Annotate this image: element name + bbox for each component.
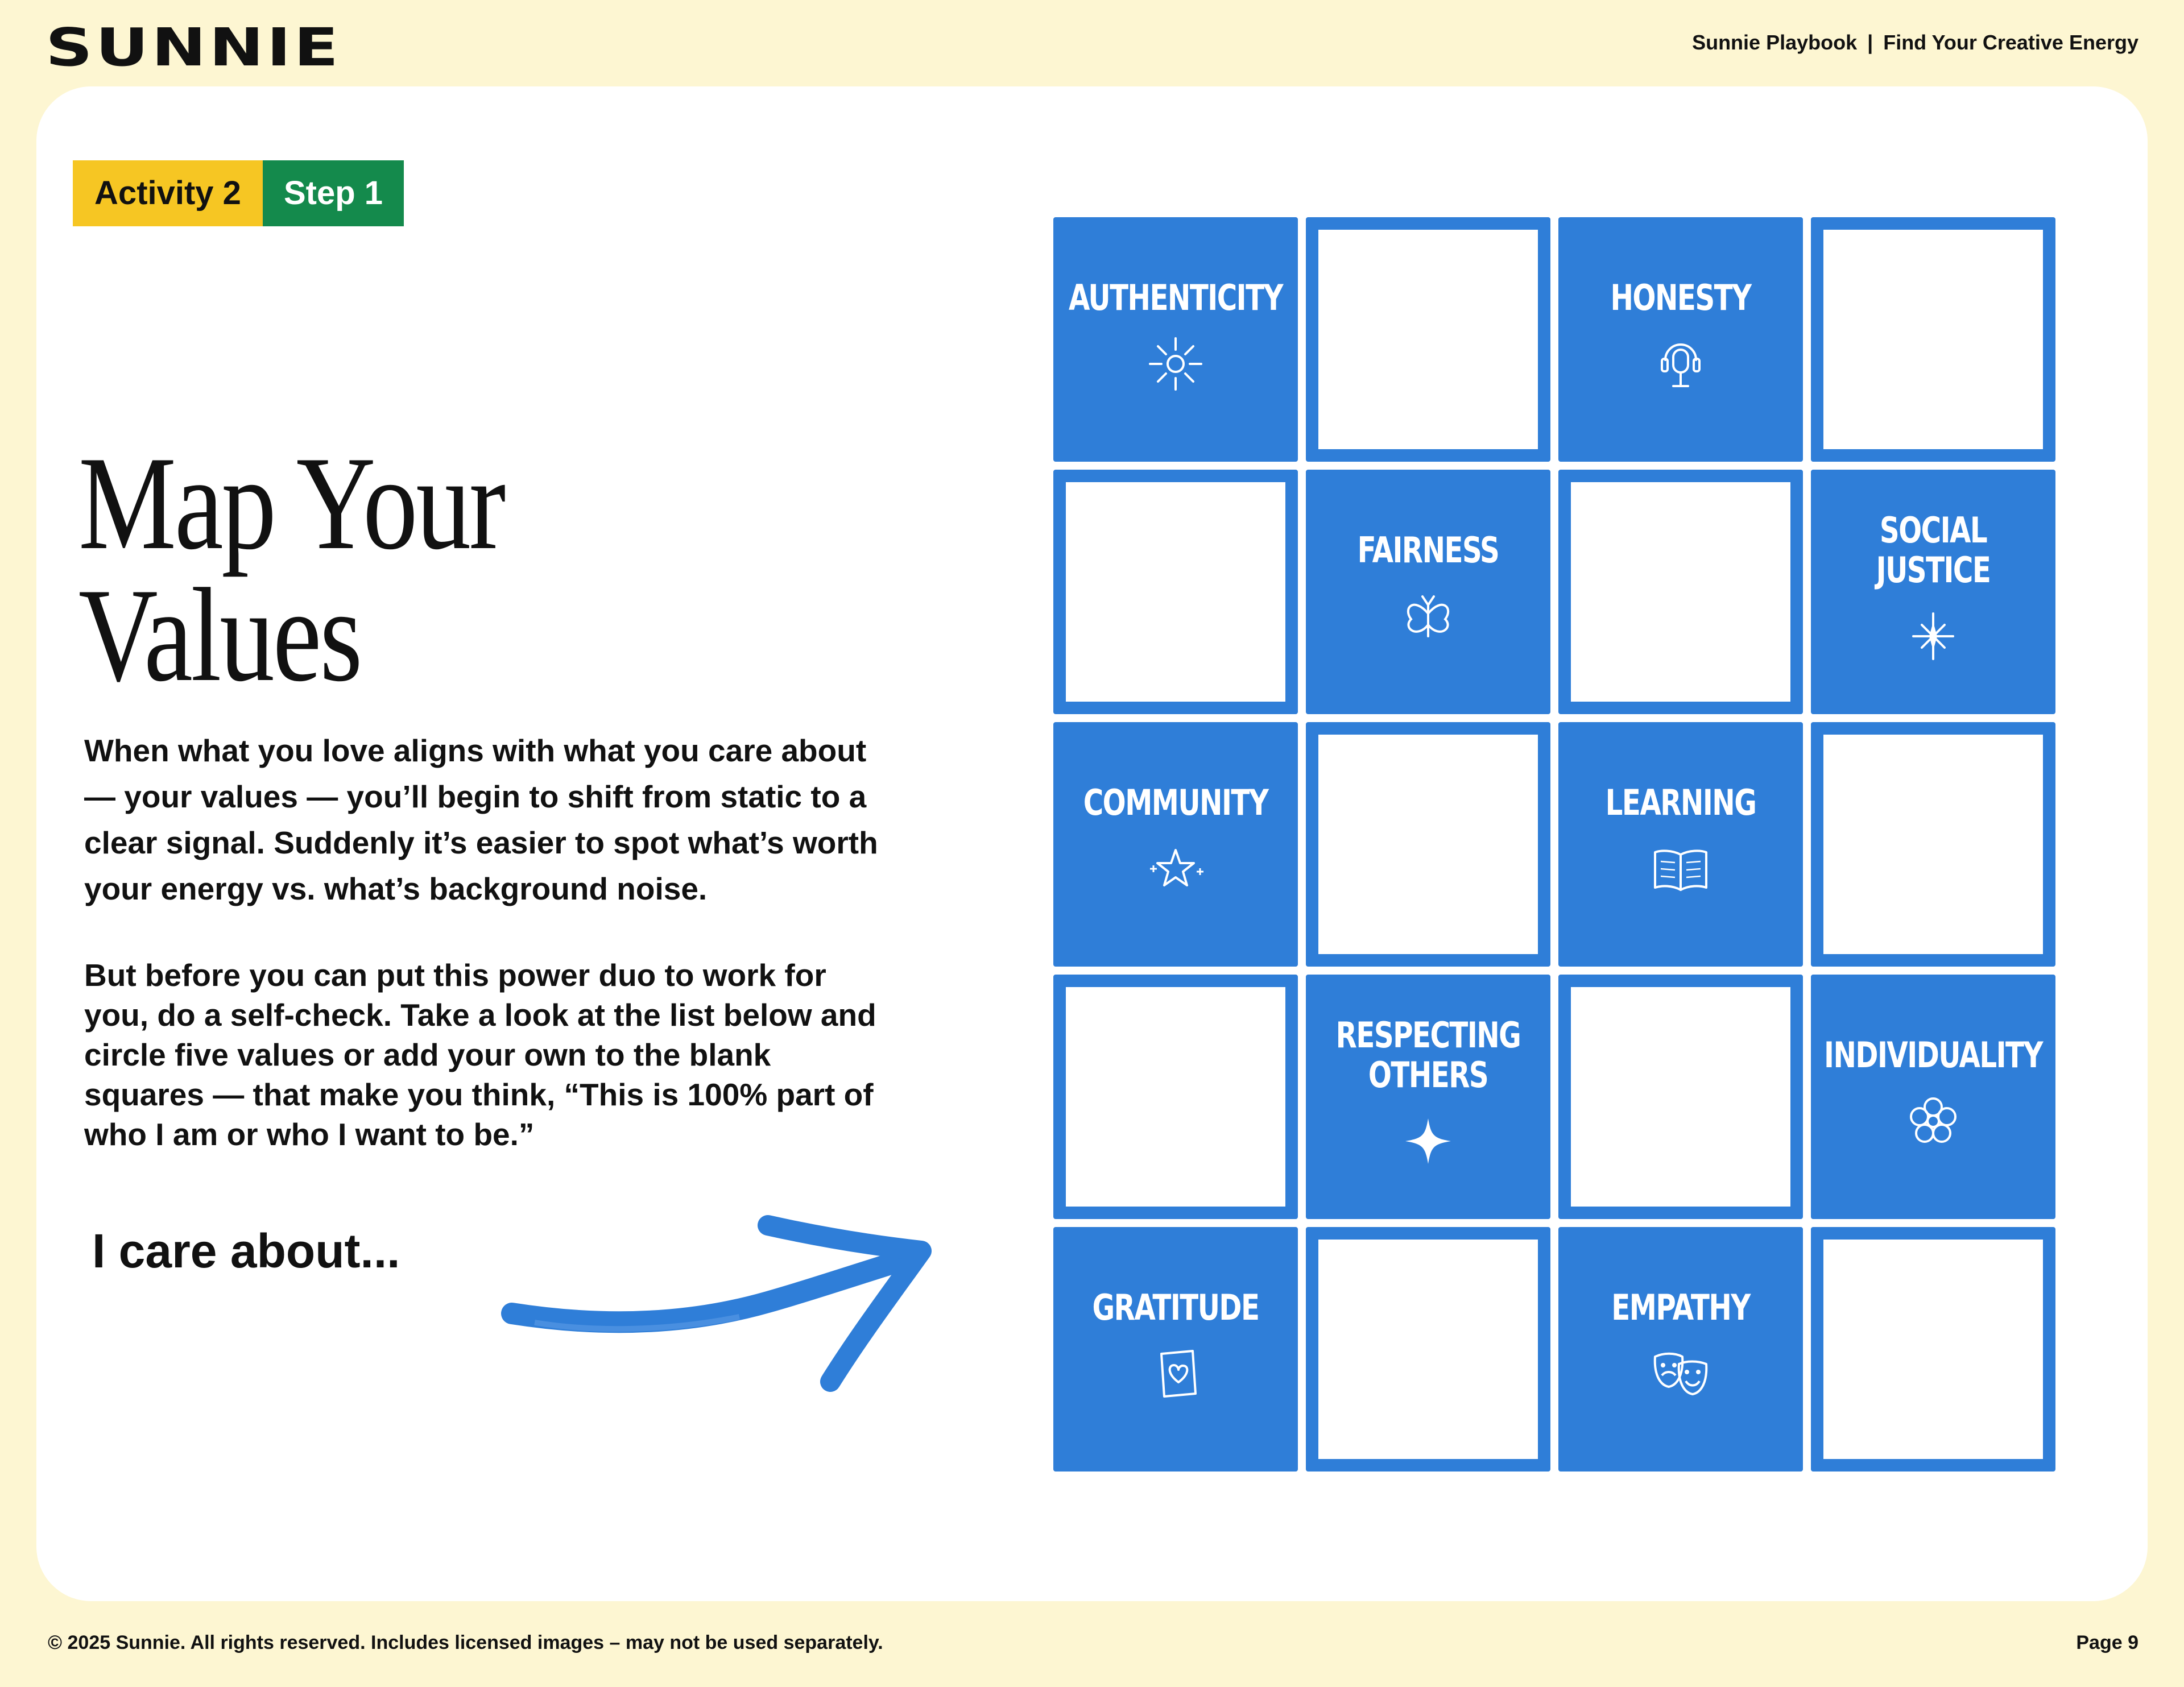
value-tile-individuality[interactable] [1811, 975, 2055, 1219]
activity-badge: Activity 2 [73, 160, 263, 226]
blank-value-tile[interactable] [1558, 470, 1803, 714]
instructions-paragraph: But before you can put this power duo to work for you, do a self-check. Take a look at the list below and circle five values or add your own to the blank squares — that make you think, “This is 100% part of who I am or who I want to be.” [84, 958, 876, 1152]
step-badge: Step 1 [263, 160, 404, 226]
value-tile-community[interactable] [1053, 722, 1298, 967]
blank-value-tile[interactable] [1558, 975, 1803, 1219]
four-point-star-icon [1397, 1110, 1459, 1172]
value-tile-learning[interactable] [1558, 722, 1803, 967]
blank-value-tile[interactable] [1306, 1227, 1550, 1472]
page-number: Page 9 [2076, 1632, 2138, 1653]
open-book-icon [1649, 838, 1712, 900]
value-label: EMPATHY [1611, 1287, 1750, 1328]
header-breadcrumb [1692, 31, 2138, 55]
blank-value-tile[interactable] [1811, 217, 2055, 462]
value-label: GRATITUDE [1092, 1287, 1259, 1328]
value-tile-respecting-others[interactable] [1306, 975, 1550, 1219]
value-label: FAIRNESS [1357, 529, 1499, 571]
prompt-text: I care about... [92, 1224, 400, 1278]
blank-value-tile[interactable] [1811, 1227, 2055, 1472]
blank-value-tile[interactable] [1053, 470, 1298, 714]
value-tile-honesty[interactable] [1558, 217, 1803, 462]
blank-value-tile[interactable] [1811, 722, 2055, 967]
value-tile-social-justice[interactable] [1811, 470, 2055, 714]
header-separator: | [1867, 31, 1873, 54]
blank-value-tile[interactable] [1306, 217, 1550, 462]
brand-logo: SUNNIE [46, 17, 342, 78]
title-line-2: Values [78, 561, 361, 710]
value-tile-fairness[interactable] [1306, 470, 1550, 714]
arrow-icon [500, 1211, 933, 1393]
value-label: HONESTY [1610, 277, 1751, 318]
title-line-1: Map Your [78, 429, 504, 578]
blank-value-tile[interactable] [1053, 975, 1298, 1219]
theater-masks-icon [1649, 1342, 1712, 1405]
sparkle-icon [1902, 605, 1964, 668]
value-tile-authenticity[interactable] [1053, 217, 1298, 462]
value-label: COMMUNITY [1083, 782, 1268, 823]
value-tile-gratitude[interactable] [1053, 1227, 1298, 1472]
page-title [78, 429, 685, 710]
value-label: INDIVIDUALITY [1824, 1034, 2042, 1076]
value-label: AUTHENTICITY [1069, 277, 1283, 318]
copyright-text: © 2025 Sunnie. All rights reserved. Includes licensed images – may not be used separately. [48, 1632, 883, 1653]
sun-icon [1144, 333, 1207, 395]
value-label: RESPECTING OTHERS [1335, 1014, 1521, 1096]
value-tile-empathy[interactable] [1558, 1227, 1803, 1472]
publication-title: Sunnie Playbook [1692, 31, 1858, 54]
intro-paragraph: When what you love aligns with what you care about — your values — you’ll begin to shift from static to a clear signal. Suddenly it’s easier to spot what’s worth your energy vs. what’s background noise. [84, 733, 878, 906]
values-grid [1053, 217, 2055, 1472]
microphone-icon [1649, 333, 1712, 395]
blank-value-tile[interactable] [1306, 722, 1550, 967]
heart-card-icon [1144, 1342, 1207, 1405]
value-label: LEARNING [1605, 782, 1756, 823]
butterfly-icon [1397, 585, 1459, 648]
stars-icon [1144, 838, 1207, 900]
value-label: SOCIAL JUSTICE [1876, 509, 1991, 591]
section-title: Find Your Creative Energy [1883, 31, 2138, 54]
flower-icon [1902, 1090, 1964, 1153]
